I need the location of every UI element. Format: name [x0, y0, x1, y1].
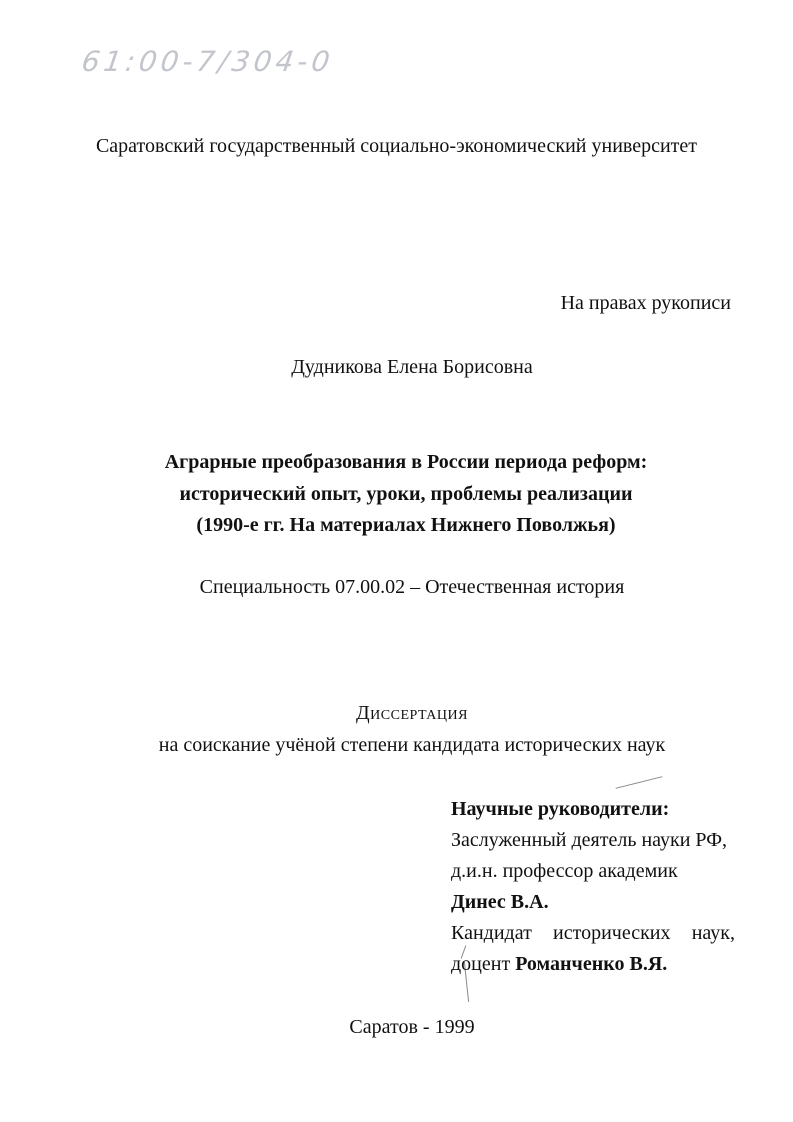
- author-name: Дудникова Елена Борисовна: [291, 356, 533, 378]
- advisor2-name: Романченко В.Я.: [515, 953, 668, 975]
- archive-code-stamp: 61:00-7/304-0: [79, 45, 336, 78]
- advisor2-title-word: исторических: [553, 922, 671, 944]
- title-line-2: исторический опыт, уроки, проблемы реализации: [179, 483, 633, 505]
- advisors-block: [451, 794, 735, 980]
- manuscript-rights-note: На правах рукописи: [560, 292, 731, 314]
- advisor2-title: [451, 918, 735, 949]
- advisor2-line: [451, 949, 735, 980]
- title-line-3: (1990-е гг. На материалах Нижнего Поволжья): [196, 514, 616, 536]
- advisor1-title-line1: Заслуженный деятель науки РФ,: [451, 829, 728, 851]
- university-name: Саратовский государственный социально-экономический университет: [95, 135, 698, 157]
- advisor2-title-word: Кандидат: [451, 922, 532, 944]
- advisor1-title-line2: д.и.н. профессор академик: [451, 860, 678, 882]
- dissertation-degree: на соискание учёной степени кандидата исторических наук: [158, 734, 666, 756]
- title-line-1: Аграрные преобразования в России периода реформ:: [164, 451, 648, 473]
- advisors-heading: Научные руководители:: [451, 798, 670, 820]
- advisor1-name: Динес В.А.: [451, 891, 549, 913]
- dissertation-type: Диссертация: [356, 702, 468, 724]
- specialty: Специальность 07.00.02 – Отечественная история: [199, 576, 625, 598]
- pen-stroke-mark: [616, 776, 663, 789]
- advisor2-title-word: наук,: [691, 922, 735, 944]
- advisor2-rank: доцент: [451, 953, 511, 975]
- city-year: Саратов - 1999: [349, 1016, 475, 1038]
